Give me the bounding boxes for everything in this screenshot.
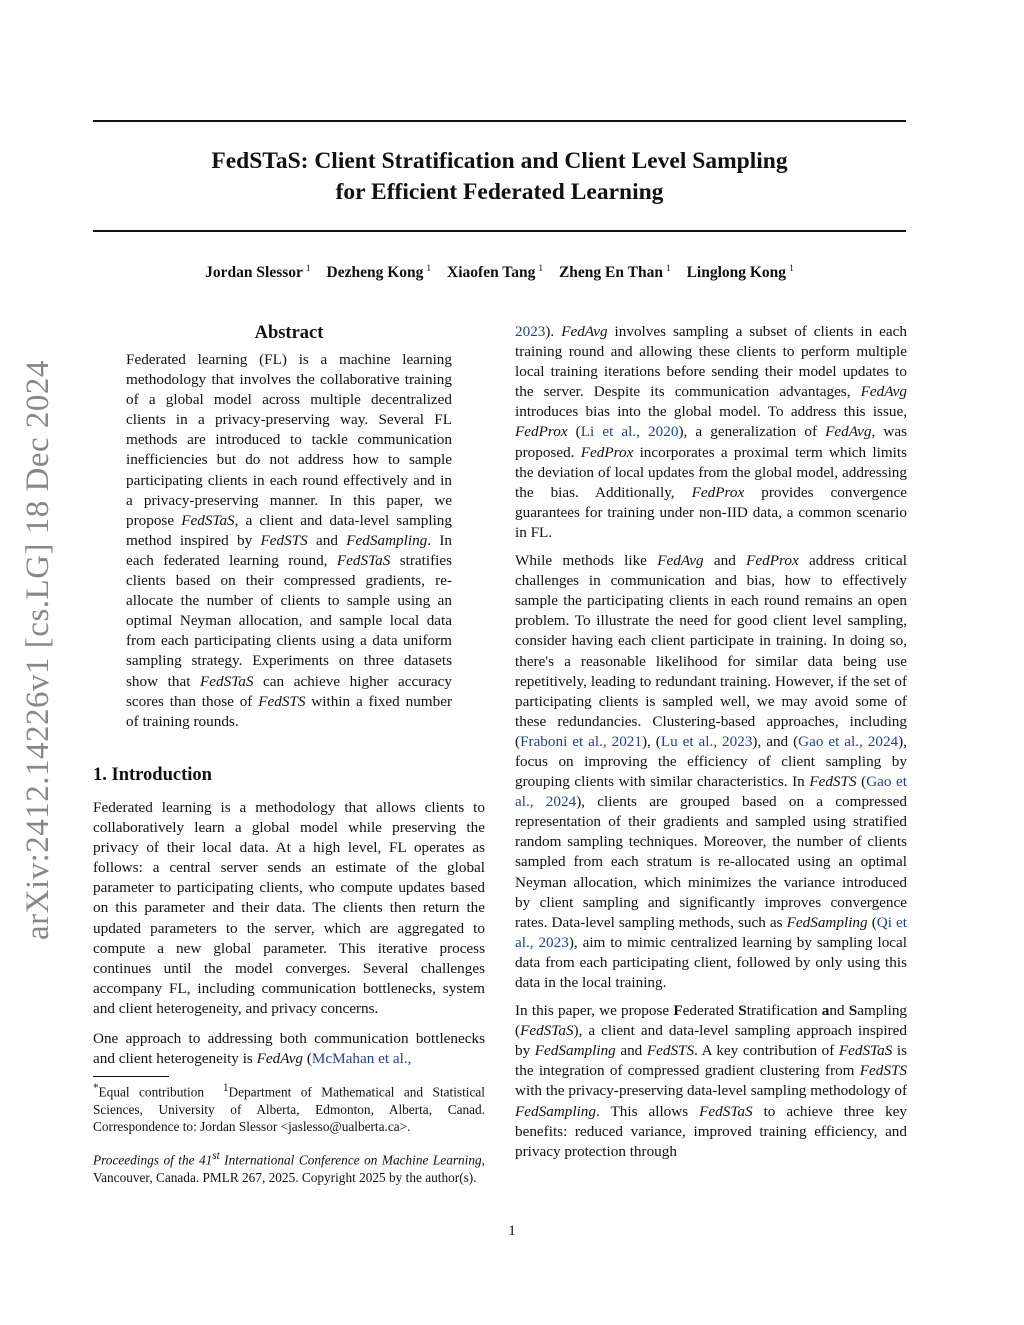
- title-bottom-rule: [93, 230, 906, 232]
- citation-link[interactable]: Gao et al., 2024: [798, 732, 899, 750]
- citation-link[interactable]: Li et al., 2020: [580, 423, 679, 441]
- author-list: [93, 264, 906, 282]
- right-paragraph-3: In this paper, we propose Federated Stratification and Sampling (FedSTaS), a client and data-level sampling approach inspired by FedSampling and FedSTS. A key contribution of FedSTaS is the integration of compressed gradient clustering from FedSTS with the privacy-preserving data-level sampling methodology of FedSampling. This allows FedSTaS to achieve three key benefits: reduced variance, improved training efficiency, and privacy protection through: [515, 1002, 908, 1160]
- footnote-rule: [93, 1076, 169, 1077]
- right-column: [515, 322, 907, 1170]
- page-number: 1: [508, 1223, 516, 1239]
- citation-link[interactable]: Qi et al., 2023: [515, 913, 907, 951]
- intro-paragraph-1: Federated learning is a methodology that allows clients to collaboratively learn a global model while preserving the privacy of their local data. At a high level, FL operates as follows: a central server sends an estimate of the global parameter to participating clients, who compute updates based on this parameter and their data. The clients then return the updated parameters to the server, which are aggregated to compute a new global parameter. This iterative process continues until the model converges. Several challenges accompany FL, including communication bottlenecks, system and client heterogeneity, and privacy concerns.: [93, 799, 485, 1017]
- author: Zheng En Than $^1$: [558, 264, 671, 282]
- abstract-section: [126, 320, 452, 732]
- citation-link[interactable]: McMahan et al.,: [311, 1050, 412, 1068]
- abstract-heading: Abstract: [254, 323, 324, 343]
- intro-paragraph-2: One approach to addressing both communication bottlenecks and client heterogeneity is FedAvg (McMahan et al.,: [93, 1030, 485, 1068]
- introduction-heading: 1. Introduction: [93, 765, 212, 785]
- citation-link[interactable]: Lu et al., 2023: [660, 732, 753, 750]
- top-rule: [93, 120, 906, 122]
- arxiv-stamp: arXiv:2412.14226v1 [cs.LG] 18 Dec 2024: [20, 360, 56, 940]
- paper-title: [93, 146, 906, 208]
- citation-link[interactable]: 2023: [515, 323, 546, 340]
- right-paragraph-1: 2023). FedAvg involves sampling a subset of clients in each training round and allowing these clients to perform multiple local training iterations before sending their model updates to the server. Despite its communication advantages, FedAvg introduces bias into the global model. To address this issue, FedProx (Li et al., 2020), a generalization of FedAvg, was proposed. FedProx incorporates a proximal term which limits the deviation of local updates from the global model, addressing the bias. Additionally, FedProx provides convergence guarantees for training under non-IID data, a common scenario in FL.: [515, 323, 908, 541]
- introduction-section: [93, 762, 485, 1079]
- author: Dezheng Kong $^1$: [326, 264, 432, 282]
- citation-link[interactable]: Fraboni et al., 2021: [520, 732, 642, 750]
- author: Linglong Kong $^1$: [686, 264, 794, 282]
- author: Xiaofen Tang $^1$: [447, 264, 544, 282]
- abstract-text: Federated learning (FL) is a machine learning methodology that involves the collaborative training of a global model across multiple decentralized clients in a privacy-preserving way. Several FL methods are introduced to tackle communication inefficiencies but do not address how to sample participating clients in each round effectively and in a privacy-preserving manner. In this paper, we propose FedSTaS, a client and data-level sampling method inspired by FedSTS and FedSampling. In each federated learning round, FedSTaS stratifies clients based on their compressed gradients, re-allocate the number of clients to sample using an optimal Neyman allocation, and sample local data from each participating clients using a data uniform sampling strategy. Experiments on three datasets show that FedSTaS can achieve higher accuracy scores than those of FedSTS within a fixed number of training rounds.: [126, 351, 452, 730]
- title-line-1: FedSTaS: Client Stratification and Client Level Sampling: [211, 148, 788, 174]
- title-line-2: for Efficient Federated Learning: [335, 179, 664, 205]
- citation-link[interactable]: Gao et al., 2024: [515, 773, 908, 811]
- right-paragraph-2: While methods like FedAvg and FedProx address critical challenges in communication and bias, how to effectively sample the participating clients in each round remains an open problem. To illustrate the need for good client level sampling, consider having each client participate in training. In doing so, there's a reasonable likelihood for similar data being use repetitively, leading to redundant training. However, if the set of participating clients is sampled well, we may avoid some of these redundancies. Clustering-based approaches, including (Fraboni et al., 2021), (Lu et al., 2023), and (Gao et al., 2024), focus on improving the efficiency of client sampling by grouping clients with similar characteristics. In FedSTS (Gao et al., 2024), clients are grouped based on a compressed representation of their gradients and sampled using stratified random sampling techniques. Moreover, the number of clients sampled from each stratum is re-allocated using an optimal Neyman allocation, which minimizes the variance introduced by client sampling and significantly improves convergence rates. Data-level sampling methods, such as FedSampling (Qi et al., 2023), aim to mimic centralized learning by sampling local data from each participating client, followed by only using this data in the local training.: [515, 552, 908, 991]
- proceedings-note: Proceedings of the 41st International Conference on Machine Learning, Vancouver, Canada. PMLR 267, 2025. Copyright 2025 by the author(s).: [93, 1150, 485, 1185]
- footnote: *Equal contribution $^1$Department of Mathematical and Statistical Sciences, University of Alberta, Edmonton, Alberta, Canad. Correspondence to: Jordan Slessor <jaslesso@ualberta.ca>.: [93, 1082, 485, 1134]
- author: Jordan Slessor $^1$: [205, 264, 311, 282]
